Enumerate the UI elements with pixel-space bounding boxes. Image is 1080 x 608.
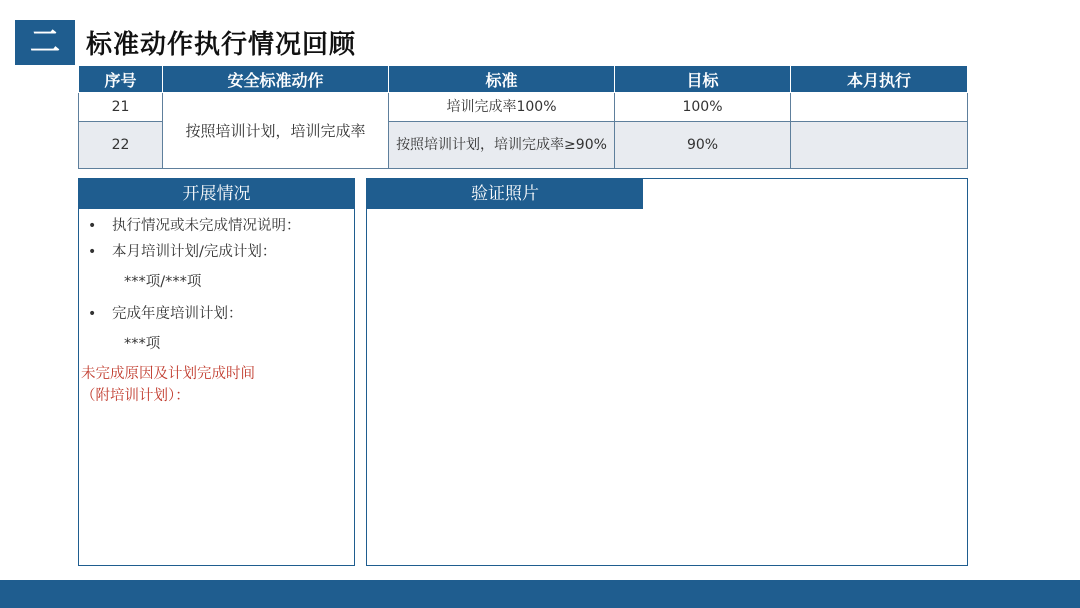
column-header-standard: 标准	[389, 66, 615, 93]
standard-cell: 培训完成率100%	[389, 93, 615, 122]
progress-panel	[78, 178, 355, 566]
list-item	[79, 213, 354, 239]
list-item-text: 执行情况或未完成情况说明：	[112, 218, 301, 234]
target-cell: 90%	[615, 122, 791, 169]
column-header-target: 目标	[615, 66, 791, 93]
row-number-cell: 22	[79, 122, 163, 169]
section-number-badge: 二	[15, 20, 75, 65]
column-header-action: 安全标准动作	[163, 66, 389, 93]
photo-panel	[366, 178, 968, 566]
list-item-text: 本月培训计划/完成计划：	[112, 244, 277, 260]
table-row	[79, 93, 968, 122]
column-header-no: 序号	[79, 66, 163, 93]
target-cell: 100%	[615, 93, 791, 122]
incomplete-reason-note: 未完成原因及计划完成时间 （附培训计划）：	[81, 366, 255, 404]
table-header-row	[79, 66, 968, 93]
footer-bar	[0, 580, 1080, 608]
list-item	[79, 239, 354, 295]
list-item	[79, 301, 354, 357]
bullet-icon: •	[88, 244, 97, 260]
list-item-value: ***项	[124, 336, 161, 352]
safety-action-cell: 按照培训计划，培训完成率	[163, 93, 389, 169]
bullet-icon: •	[88, 218, 97, 234]
list-item-value: ***项/***项	[124, 274, 202, 290]
executed-cell[interactable]	[791, 122, 968, 169]
progress-panel-title: 开展情况	[79, 179, 354, 209]
standard-actions-table	[78, 65, 968, 169]
standard-cell: 按照培训计划，培训完成率≥90%	[389, 122, 615, 169]
row-number-cell: 21	[79, 93, 163, 122]
column-header-executed: 本月执行	[791, 66, 968, 93]
progress-list	[79, 209, 354, 357]
executed-cell[interactable]	[791, 93, 968, 122]
list-item-text: 完成年度培训计划：	[112, 306, 243, 322]
page-title: 标准动作执行情况回顾	[86, 30, 357, 60]
photo-panel-title: 验证照片	[367, 179, 643, 209]
bullet-icon: •	[88, 306, 97, 322]
